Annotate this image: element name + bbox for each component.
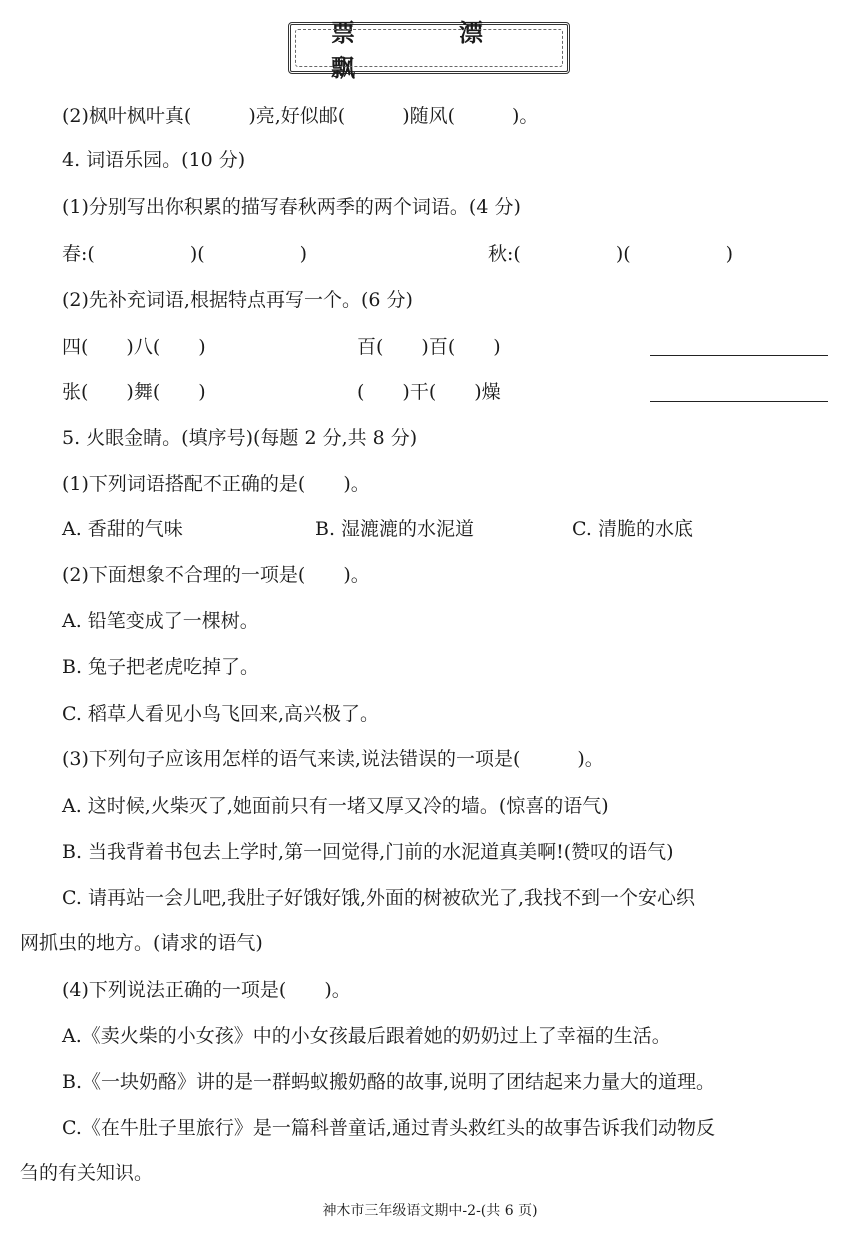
option-c: C.《在牛肚子里旅行》是一篇科普童话,通过青头救红头的故事告诉我们动物反 xyxy=(62,1117,715,1139)
title-box xyxy=(288,18,587,82)
word-item: 张( )舞( ) xyxy=(62,381,206,403)
section-heading: 5. 火眼金睛。(填序号)(每题 2 分,共 8 分) xyxy=(62,427,418,449)
option-a: A.《卖火柴的小女孩》中的小女孩最后跟着她的奶奶过上了幸福的生活。 xyxy=(62,1025,671,1047)
word-item: 百( )百( ) xyxy=(357,336,501,358)
option-b: B. 兔子把老虎吃掉了。 xyxy=(62,656,260,678)
word-item: ( )干( )燥 xyxy=(357,381,501,403)
option-c-continued: 刍的有关知识。 xyxy=(20,1162,154,1184)
option-c-continued: 网抓虫的地方。(请求的语气) xyxy=(20,932,263,954)
option-a: A. 香甜的气味 xyxy=(62,518,183,540)
answer-line: 春:( )( ) xyxy=(62,243,308,265)
page-title: 票 漂 飘 xyxy=(331,18,587,82)
section-heading: 4. 词语乐园。(10 分) xyxy=(62,149,246,171)
option-b: B. 当我背着书包去上学时,第一回觉得,门前的水泥道真美啊!(赞叹的语气) xyxy=(62,841,674,863)
answer-line: 秋:( )( ) xyxy=(488,243,734,265)
question-line: (4)下列说法正确的一项是( )。 xyxy=(62,979,351,1001)
question-line: (2)下面想象不合理的一项是( )。 xyxy=(62,564,370,586)
option-b: B. 湿漉漉的水泥道 xyxy=(315,518,475,540)
question-line: (1)分别写出你积累的描写春秋两季的两个词语。(4 分) xyxy=(62,196,521,218)
page-footer: 神木市三年级语文期中-2-(共 6 页) xyxy=(322,1203,538,1219)
option-a: A. 铅笔变成了一棵树。 xyxy=(62,610,259,632)
question-line: (1)下列词语搭配不正确的是( )。 xyxy=(62,473,370,495)
word-item: 四( )八( ) xyxy=(62,336,206,358)
option-c: C. 稻草人看见小鸟飞回来,高兴极了。 xyxy=(62,703,379,725)
answer-blank xyxy=(650,355,828,356)
question-line: (3)下列句子应该用怎样的语气来读,说法错误的一项是( )。 xyxy=(62,748,604,770)
option-a: A. 这时候,火柴灭了,她面前只有一堵又厚又冷的墙。(惊喜的语气) xyxy=(62,795,609,817)
option-c: C. 清脆的水底 xyxy=(572,518,693,540)
question-line: (2)先补充词语,根据特点再写一个。(6 分) xyxy=(62,289,413,311)
option-c: C. 请再站一会儿吧,我肚子好饿好饿,外面的树被砍光了,我找不到一个安心织 xyxy=(62,887,696,909)
answer-blank xyxy=(650,401,828,402)
question-line: (2)枫叶枫叶真( )亮,好似邮( )随风( )。 xyxy=(62,105,539,127)
option-b: B.《一块奶酪》讲的是一群蚂蚁搬奶酪的故事,说明了团结起来力量大的道理。 xyxy=(62,1071,716,1093)
